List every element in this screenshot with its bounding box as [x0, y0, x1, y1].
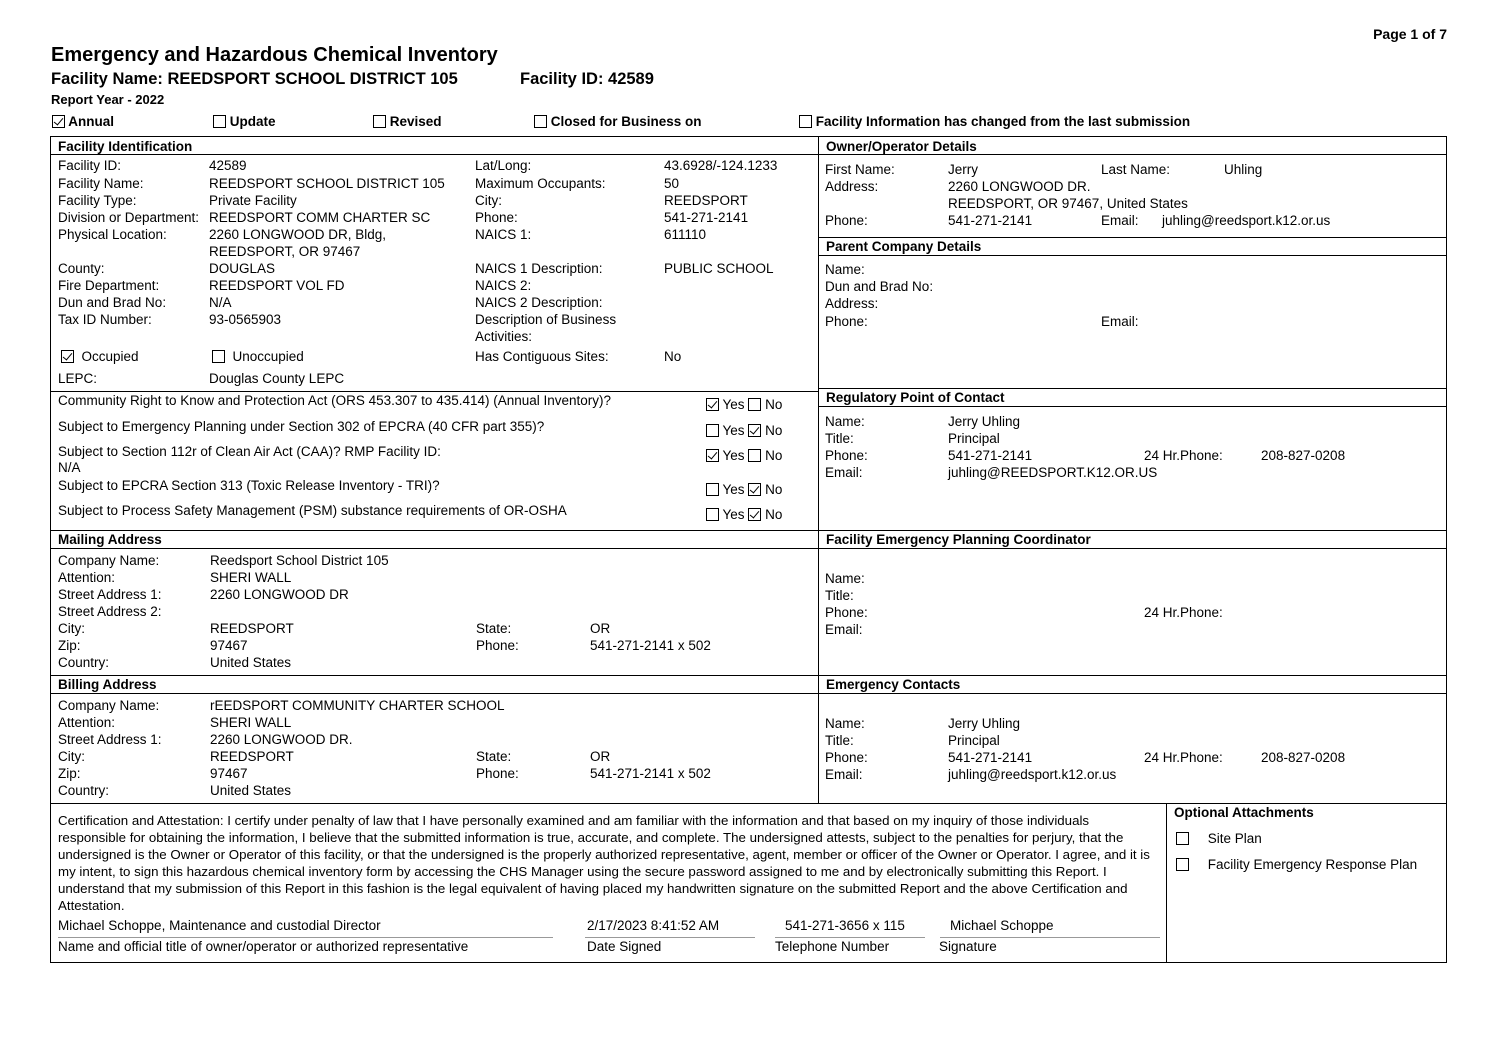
billing-street1-label: Street Address 1:: [58, 732, 162, 747]
facility-id-value: 42589: [209, 158, 247, 173]
facility-type-value: Private Facility: [209, 193, 297, 208]
annual-label: Annual: [68, 114, 114, 129]
closed-option[interactable]: [534, 114, 702, 130]
billing-phone-value: 541-271-2141 x 502: [590, 766, 711, 781]
occupied-option[interactable]: [61, 349, 139, 365]
mailing-state-label: State:: [476, 621, 512, 636]
question-caa-112r: Subject to Section 112r of Clean Air Act (CAA)? RMP Facility ID:: [58, 444, 441, 459]
checkbox-icon[interactable]: [706, 483, 719, 496]
max-occupants-label: Maximum Occupants:: [475, 176, 606, 191]
mailing-street1-label: Street Address 1:: [58, 587, 162, 602]
date-signed: 2/17/2023 8:41:52 AM: [587, 918, 720, 933]
mailing-attention-value: SHERI WALL: [210, 570, 292, 585]
mailing-state-value: OR: [590, 621, 611, 636]
regulatory-name-label: Name:: [825, 414, 865, 429]
yes-label: Yes: [722, 482, 745, 497]
facility-id-line: Facility ID: 42589: [520, 70, 654, 88]
no-label: No: [765, 482, 783, 497]
coordinator-heading: Facility Emergency Planning Coordinator: [826, 532, 1091, 547]
coordinator-title-label: Title:: [825, 588, 854, 603]
mailing-country-label: Country:: [58, 655, 110, 670]
emergency-hr-phone-value: 208-827-0208: [1261, 750, 1346, 765]
certification-text: Certification and Attestation: I certify under penalty of law that I have personally examined and am familiar with the information and that based on my inquiry of those individuals responsible for obtaining the information, I believe that the submitted information is true, accurate, and complete. The undersigned attests, subject to the penalties for perjury, that the undersigned is the Owner or Operator of this facility, or that the undersigned is the properly authorized representative, agent, member or officer of the Owner or Operator. I agree, and it is my intent, to sign this hazardous chemical inventory form by accessing the CHS Manager using the secure password assigned to me and by electronically submitting this Report. I understand that my submission of this Report in this fashion is the legal equivalent of having placed my handwritten signature on the submitted Report and the above Certification and Attestation.: [58, 813, 1150, 913]
owner-phone-value: 541-271-2141: [948, 213, 1033, 228]
report-year: Report Year - 2022: [51, 92, 165, 107]
county-value: DOUGLAS: [209, 261, 276, 276]
question-psm: Subject to Process Safety Management (PSM) substance requirements of OR-OSHA: [58, 503, 567, 518]
page-title: Emergency and Hazardous Chemical Inventory: [51, 44, 498, 66]
phone-value: 541-271-2141: [664, 210, 749, 225]
billing-state-value: OR: [590, 749, 611, 764]
no-label: No: [765, 397, 783, 412]
location-label: Physical Location:: [58, 227, 167, 242]
checkbox-icon[interactable]: [213, 115, 226, 128]
annual-option[interactable]: [52, 114, 114, 130]
changed-option[interactable]: [799, 114, 1190, 130]
parent-dun-label: Dun and Brad No:: [825, 279, 934, 294]
question-caa-112r-value: N/A: [58, 460, 81, 475]
emergency-email-value: juhling@reedsport.k12.or.us: [948, 767, 1117, 782]
latlong-label: Lat/Long:: [475, 158, 532, 173]
site-plan-label: Site Plan: [1207, 831, 1262, 846]
mailing-attention-label: Attention:: [58, 570, 116, 585]
billing-phone-label: Phone:: [476, 766, 519, 781]
question-epcra-313: Subject to EPCRA Section 313 (Toxic Release Inventory - TRI)?: [58, 478, 440, 493]
q3-answer[interactable]: [706, 448, 782, 464]
emergency-title-value: Principal: [948, 733, 1000, 748]
county-label: County:: [58, 261, 105, 276]
checkbox-icon[interactable]: [1176, 858, 1189, 871]
checkbox-checked-icon[interactable]: [706, 449, 719, 462]
parent-address-label: Address:: [825, 296, 879, 311]
tax-id-label: Tax ID Number:: [58, 312, 152, 327]
column-divider: [1166, 803, 1167, 963]
unoccupied-option[interactable]: [212, 349, 304, 365]
regulatory-contact-heading: Regulatory Point of Contact: [826, 390, 1005, 405]
divider: [50, 154, 1447, 155]
changed-label: Facility Information has changed from the last submission: [815, 114, 1191, 129]
billing-country-label: Country:: [58, 783, 110, 798]
coordinator-email-label: Email:: [825, 622, 863, 637]
lepc-value: Douglas County LEPC: [209, 371, 345, 386]
checkbox-icon[interactable]: [799, 115, 812, 128]
dun-brad-label: Dun and Brad No:: [58, 295, 167, 310]
billing-zip-value: 97467: [210, 766, 248, 781]
yes-label: Yes: [722, 507, 745, 522]
regulatory-phone-value: 541-271-2141: [948, 448, 1033, 463]
owner-address-label: Address:: [825, 179, 879, 194]
divider: [50, 693, 1447, 694]
regulatory-name-value: Jerry Uhling: [948, 414, 1021, 429]
naics1-desc-value: PUBLIC SCHOOL: [664, 261, 774, 276]
billing-attention-label: Attention:: [58, 715, 116, 730]
billing-company-value: rEEDSPORT COMMUNITY CHARTER SCHOOL: [210, 698, 505, 713]
signature: Michael Schoppe: [950, 918, 1054, 933]
signature-caption: Signature: [939, 939, 997, 954]
name-title-caption: Name and official title of owner/operator or authorized representative: [58, 939, 469, 954]
owner-address-value-1: 2260 LONGWOOD DR.: [948, 179, 1091, 194]
owner-last-name-value: Uhling: [1224, 162, 1263, 177]
checkbox-checked-icon[interactable]: [52, 115, 65, 128]
signature-rule: [58, 937, 553, 938]
emergency-phone-label: Phone:: [825, 750, 868, 765]
checkbox-icon[interactable]: [748, 398, 761, 411]
checkbox-checked-icon[interactable]: [706, 398, 719, 411]
billing-company-label: Company Name:: [58, 698, 160, 713]
checkbox-icon[interactable]: [748, 449, 761, 462]
lepc-label: LEPC:: [58, 371, 98, 386]
erp-option[interactable]: [1176, 857, 1417, 873]
q4-answer[interactable]: [706, 482, 782, 498]
billing-state-label: State:: [476, 749, 512, 764]
question-community-right: Community Right to Know and Protection Act (ORS 453.307 to 435.414) (Annual Inventory)?: [58, 393, 612, 408]
division-value: REEDSPORT COMM CHARTER SC: [209, 210, 431, 225]
telephone-number: 541-271-3656 x 115: [785, 918, 905, 933]
closed-label: Closed for Business on: [550, 114, 702, 129]
emergency-hr-phone-label: 24 Hr.Phone:: [1144, 750, 1223, 765]
billing-country-value: United States: [210, 783, 292, 798]
facility-name-label: Facility Name:: [58, 176, 144, 191]
coordinator-name-label: Name:: [825, 571, 865, 586]
divider: [50, 803, 1447, 804]
divider: [50, 391, 818, 392]
city-value: REEDSPORT: [664, 193, 748, 208]
yes-label: Yes: [722, 448, 745, 463]
parent-email-label: Email:: [1101, 314, 1139, 329]
naics2-desc-label: NAICS 2 Description:: [475, 295, 603, 310]
mailing-company-label: Company Name:: [58, 553, 160, 568]
owner-address-value-2: REEDSPORT, OR 97467, United States: [948, 196, 1188, 211]
yes-label: Yes: [722, 397, 745, 412]
update-label: Update: [229, 114, 276, 129]
checkbox-icon[interactable]: [706, 424, 719, 437]
business-desc-label: Description of Business: [475, 312, 617, 327]
divider: [50, 675, 1447, 676]
parent-company-heading: Parent Company Details: [826, 239, 982, 254]
location-value-2: REEDSPORT, OR 97467: [209, 244, 361, 259]
naics2-label: NAICS 2:: [475, 278, 532, 293]
mailing-city-value: REEDSPORT: [210, 621, 294, 636]
signature-rule: [940, 937, 1160, 938]
q1-answer[interactable]: [706, 397, 782, 413]
checkbox-icon[interactable]: [534, 115, 547, 128]
naics1-value: 611110: [664, 227, 707, 242]
telephone-caption: Telephone Number: [775, 939, 890, 954]
tax-id-value: 93-0565903: [209, 312, 282, 327]
latlong-value: 43.6928/-124.1233: [664, 158, 778, 173]
no-label: No: [765, 448, 783, 463]
owner-last-name-label: Last Name:: [1101, 162, 1171, 177]
business-desc-label-2: Activities:: [475, 329, 533, 344]
divider: [818, 406, 1447, 407]
max-occupants-value: 50: [664, 176, 680, 191]
mailing-phone-value: 541-271-2141 x 502: [590, 638, 711, 653]
billing-street1-value: 2260 LONGWOOD DR.: [210, 732, 353, 747]
facility-name-line: Facility Name: REEDSPORT SCHOOL DISTRICT 105: [51, 70, 458, 88]
billing-city-label: City:: [58, 749, 85, 764]
owner-email-label: Email:: [1101, 213, 1139, 228]
regulatory-phone-label: Phone:: [825, 448, 868, 463]
billing-attention-value: SHERI WALL: [210, 715, 292, 730]
regulatory-hr-phone-label: 24 Hr.Phone:: [1144, 448, 1223, 463]
optional-attachments-heading: Optional Attachments: [1174, 805, 1314, 820]
owner-phone-label: Phone:: [825, 213, 868, 228]
revised-option[interactable]: [373, 114, 442, 130]
signer-name: Michael Schoppe, Maintenance and custodial Director: [58, 918, 381, 933]
emergency-contacts-heading: Emergency Contacts: [826, 677, 961, 692]
phone-label: Phone:: [475, 210, 518, 225]
fire-department-label: Fire Department:: [58, 278, 160, 293]
dun-brad-value: N/A: [209, 295, 232, 310]
mailing-zip-value: 97467: [210, 638, 248, 653]
divider: [818, 255, 1447, 256]
checkbox-icon[interactable]: [373, 115, 386, 128]
regulatory-email-value: juhling@REEDSPORT.K12.OR.US: [948, 465, 1158, 480]
billing-city-value: REEDSPORT: [210, 749, 294, 764]
naics1-desc-label: NAICS 1 Description:: [475, 261, 603, 276]
question-epcra-302: Subject to Emergency Planning under Section 302 of EPCRA (40 CFR part 355)?: [58, 419, 545, 434]
parent-phone-label: Phone:: [825, 314, 868, 329]
facility-id-label: Facility ID:: [58, 158, 122, 173]
division-label: Division or Department:: [58, 210, 200, 225]
erp-label: Facility Emergency Response Plan: [1207, 857, 1418, 872]
regulatory-email-label: Email:: [825, 465, 863, 480]
billing-address-heading: Billing Address: [58, 677, 157, 692]
no-label: No: [765, 423, 783, 438]
occupied-label: Occupied: [81, 349, 139, 364]
divider: [50, 548, 1447, 549]
regulatory-hr-phone-value: 208-827-0208: [1261, 448, 1346, 463]
contiguous-label: Has Contiguous Sites:: [475, 349, 609, 364]
q5-answer[interactable]: [706, 507, 782, 523]
coordinator-phone-label: Phone:: [825, 605, 868, 620]
emergency-name-label: Name:: [825, 716, 865, 731]
owner-first-name-value: Jerry: [948, 162, 978, 177]
mailing-street1-value: 2260 LONGWOOD DR: [210, 587, 349, 602]
mailing-company-value: Reedsport School District 105: [210, 553, 389, 568]
facility-type-label: Facility Type:: [58, 193, 137, 208]
checkbox-icon[interactable]: [1176, 832, 1189, 845]
checkbox-checked-icon[interactable]: [61, 350, 74, 363]
mailing-phone-label: Phone:: [476, 638, 519, 653]
signature-rule: [775, 937, 925, 938]
site-plan-option[interactable]: [1176, 831, 1262, 847]
emergency-email-label: Email:: [825, 767, 863, 782]
naics1-label: NAICS 1:: [475, 227, 532, 242]
yes-label: Yes: [722, 423, 745, 438]
mailing-city-label: City:: [58, 621, 85, 636]
regulatory-title-value: Principal: [948, 431, 1000, 446]
mailing-zip-label: Zip:: [58, 638, 81, 653]
revised-label: Revised: [389, 114, 442, 129]
checkbox-checked-icon[interactable]: [748, 424, 761, 437]
city-label: City:: [475, 193, 502, 208]
coordinator-hr-phone-label: 24 Hr.Phone:: [1144, 605, 1223, 620]
no-label: No: [765, 507, 783, 522]
fire-department-value: REEDSPORT VOL FD: [209, 278, 345, 293]
q2-answer[interactable]: [706, 423, 782, 439]
contiguous-value: No: [664, 349, 682, 364]
page-number: Page 1 of 7: [1373, 26, 1447, 42]
facility-name-value: REEDSPORT SCHOOL DISTRICT 105: [209, 176, 445, 191]
emergency-phone-value: 541-271-2141: [948, 750, 1033, 765]
owner-operator-heading: Owner/Operator Details: [826, 139, 977, 154]
facility-identification-heading: Facility Identification: [58, 139, 193, 154]
signature-rule: [585, 937, 755, 938]
mailing-street2-label: Street Address 2:: [58, 604, 162, 619]
emergency-name-value: Jerry Uhling: [948, 716, 1021, 731]
checkbox-checked-icon[interactable]: [748, 508, 761, 521]
mailing-address-heading: Mailing Address: [58, 532, 162, 547]
location-value-1: 2260 LONGWOOD DR, Bldg,: [209, 227, 387, 242]
checkbox-icon[interactable]: [212, 350, 225, 363]
checkbox-checked-icon[interactable]: [748, 483, 761, 496]
divider: [50, 530, 1447, 531]
regulatory-title-label: Title:: [825, 431, 854, 446]
checkbox-icon[interactable]: [706, 508, 719, 521]
owner-first-name-label: First Name:: [825, 162, 895, 177]
date-signed-caption: Date Signed: [587, 939, 662, 954]
owner-email-value: juhling@reedsport.k12.or.us: [1162, 213, 1331, 228]
parent-name-label: Name:: [825, 262, 865, 277]
mailing-country-value: United States: [210, 655, 292, 670]
billing-zip-label: Zip:: [58, 766, 81, 781]
emergency-title-label: Title:: [825, 733, 854, 748]
unoccupied-label: Unoccupied: [232, 349, 304, 364]
update-option[interactable]: [213, 114, 276, 130]
